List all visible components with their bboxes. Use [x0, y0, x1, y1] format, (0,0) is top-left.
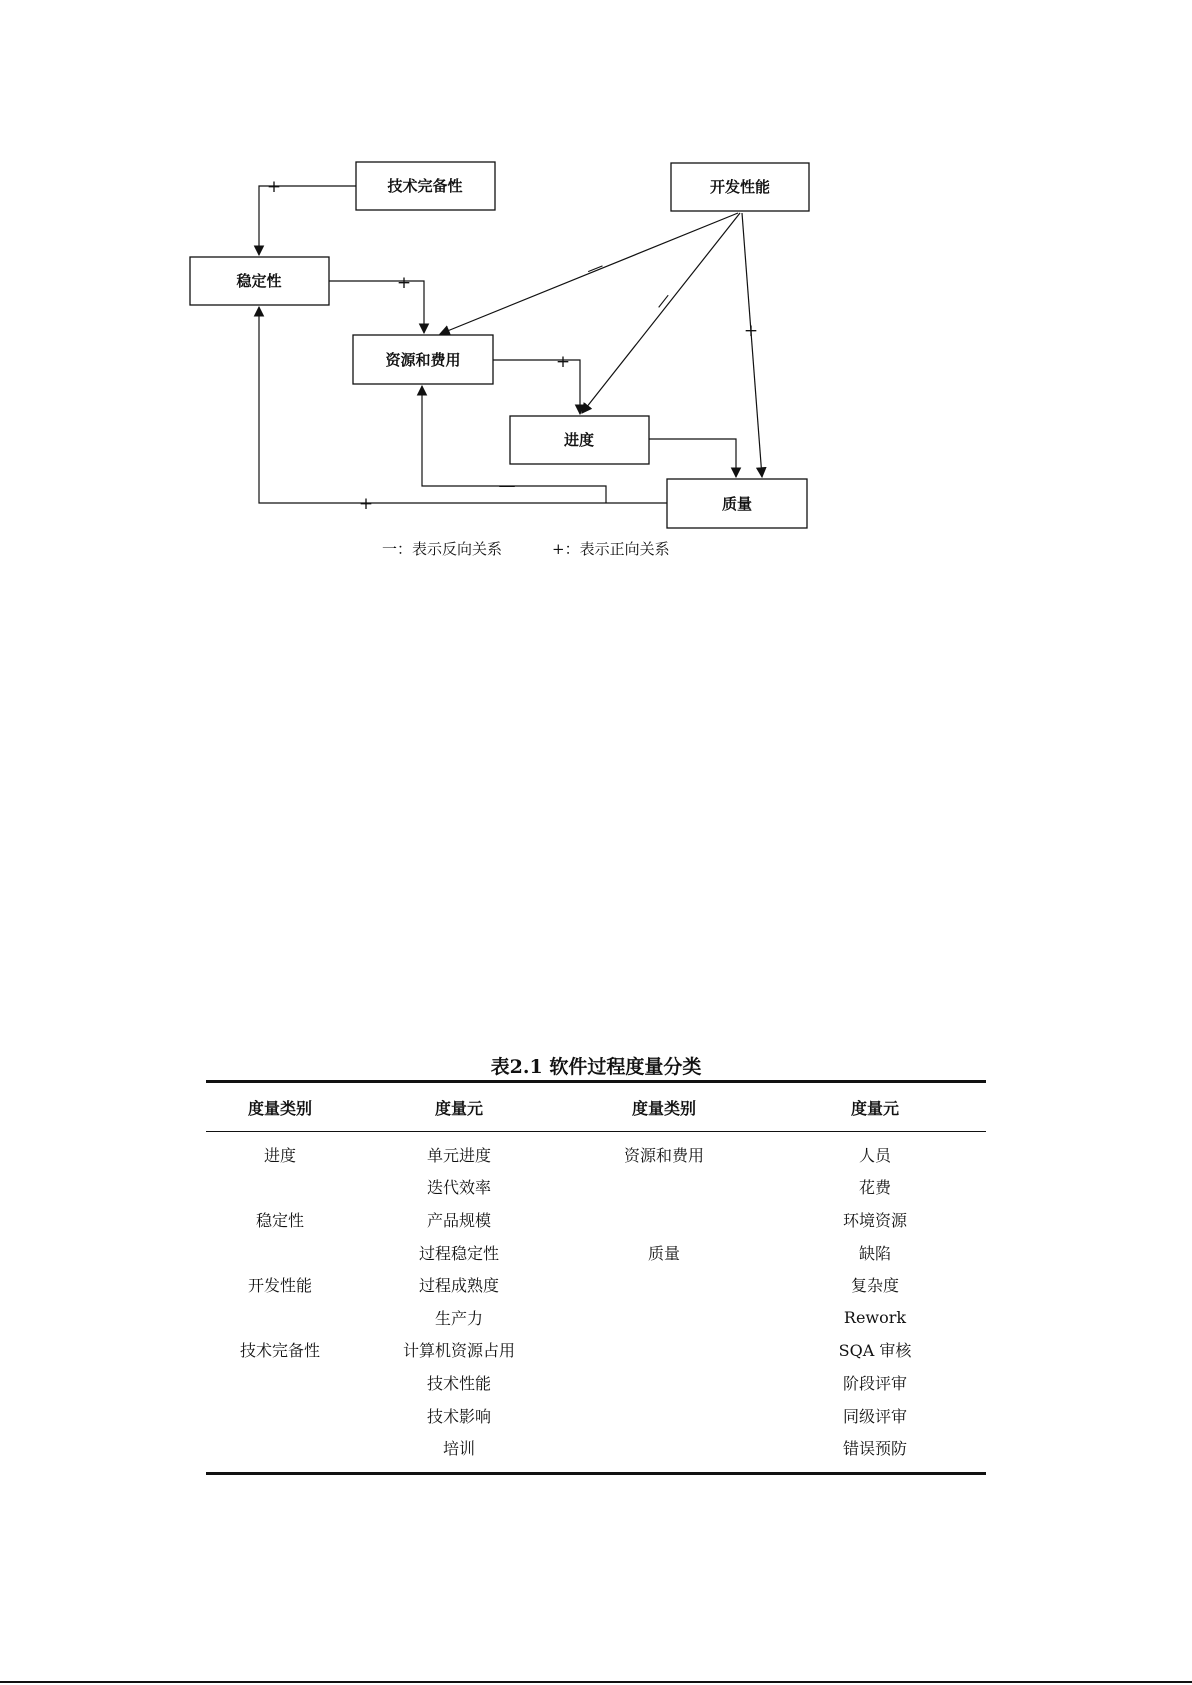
table-cell	[564, 1399, 764, 1432]
node-schedule	[510, 416, 649, 464]
relationship-diagram	[0, 0, 1192, 600]
table-cell	[206, 1171, 354, 1204]
table-row	[206, 1171, 986, 1204]
table-cell: 过程成熟度	[418, 1276, 499, 1296]
edge-dev-to-schedule	[582, 213, 740, 413]
table-cell	[564, 1268, 764, 1301]
table-row	[206, 1301, 986, 1334]
page-bottom-rule	[0, 1681, 1192, 1683]
sign-dev-quality: +	[743, 321, 759, 341]
table-cell: 技术性能	[426, 1373, 491, 1393]
table-cell: SQA 审核	[838, 1341, 912, 1361]
table-cell	[206, 1236, 354, 1269]
node-dev-performance	[671, 163, 809, 211]
table-row	[206, 1236, 986, 1269]
legend-negative: 一：表示反向关系	[382, 540, 503, 558]
edge-schedule-to-quality	[649, 439, 736, 477]
node-stability-label: 稳定性	[236, 272, 282, 290]
header-metric-1: 度量元	[434, 1098, 483, 1118]
table-cell	[564, 1171, 764, 1204]
table-cell	[206, 1301, 354, 1334]
table-cell: 复杂度	[850, 1276, 899, 1296]
table-cell: 技术完备性	[239, 1341, 320, 1361]
sign-dev-resources: —	[583, 255, 607, 281]
table-cell	[206, 1399, 354, 1432]
table-row	[206, 1334, 986, 1367]
table-cell	[564, 1301, 764, 1334]
table-row	[206, 1431, 986, 1473]
table-cell: 过程稳定性	[418, 1243, 499, 1263]
node-quality	[667, 479, 807, 528]
table-cell: 同级评审	[842, 1406, 907, 1426]
table-cell: 计算机资源占用	[402, 1341, 515, 1361]
table-header-row	[206, 1082, 986, 1132]
header-category-1: 度量类别	[247, 1098, 312, 1118]
table-cell: 进度	[263, 1145, 296, 1165]
table-cell: 阶段评审	[842, 1373, 907, 1393]
table-row	[206, 1366, 986, 1399]
table-cell: 质量	[647, 1243, 680, 1263]
node-dev-performance-label: 开发性能	[709, 178, 771, 196]
node-schedule-label: 进度	[563, 431, 595, 449]
node-tech-completeness-label: 技术完备性	[387, 177, 463, 195]
table-cell: 缺陷	[858, 1243, 891, 1263]
table-cell	[564, 1366, 764, 1399]
table-row	[206, 1268, 986, 1301]
table-row	[206, 1132, 986, 1171]
table-cell: 产品规模	[426, 1210, 491, 1230]
table-row	[206, 1399, 986, 1432]
edge-quality-to-stability	[259, 307, 667, 503]
table-cell	[564, 1431, 764, 1473]
table-cell: Rework	[843, 1307, 907, 1327]
table-cell: 人员	[858, 1145, 891, 1165]
table-cell: 错误预防	[842, 1439, 907, 1459]
header-category-2: 度量类别	[631, 1098, 696, 1118]
table-cell: 环境资源	[842, 1210, 907, 1230]
table-caption: 表2.1 软件过程度量分类	[490, 1056, 702, 1078]
table-cell: 资源和费用	[623, 1145, 704, 1165]
header-metric-2: 度量元	[850, 1098, 899, 1118]
sign-quality-stability: +	[358, 494, 374, 514]
node-tech-completeness	[356, 162, 495, 210]
node-resources-cost-label: 资源和费用	[385, 351, 461, 369]
table-cell: 技术影响	[426, 1406, 491, 1426]
table-cell: 迭代效率	[426, 1178, 491, 1198]
table-row	[206, 1203, 986, 1236]
edge-dev-to-quality	[742, 213, 762, 477]
table-cell: 单元进度	[426, 1145, 491, 1165]
table-cell: 培训	[442, 1439, 475, 1459]
node-resources-cost	[353, 335, 493, 384]
node-stability	[190, 257, 329, 305]
sign-dev-schedule: —	[649, 288, 677, 314]
legend-positive: +：表示正向关系	[552, 540, 670, 558]
sign-quality-resources: —	[498, 476, 516, 496]
sign-tech-stability: +	[266, 177, 282, 197]
table-cell	[206, 1366, 354, 1399]
table-cell: 花费	[858, 1178, 891, 1198]
sign-resources-schedule: +	[555, 352, 571, 372]
table-cell	[564, 1334, 764, 1367]
table-cell: 稳定性	[255, 1210, 304, 1230]
node-quality-label: 质量	[721, 495, 753, 513]
table-cell	[564, 1203, 764, 1236]
metric-table	[206, 1080, 986, 1475]
table-cell	[206, 1431, 354, 1473]
table-cell: 开发性能	[247, 1276, 312, 1296]
sign-stability-resources: +	[396, 273, 412, 293]
table-cell: 生产力	[434, 1308, 483, 1328]
